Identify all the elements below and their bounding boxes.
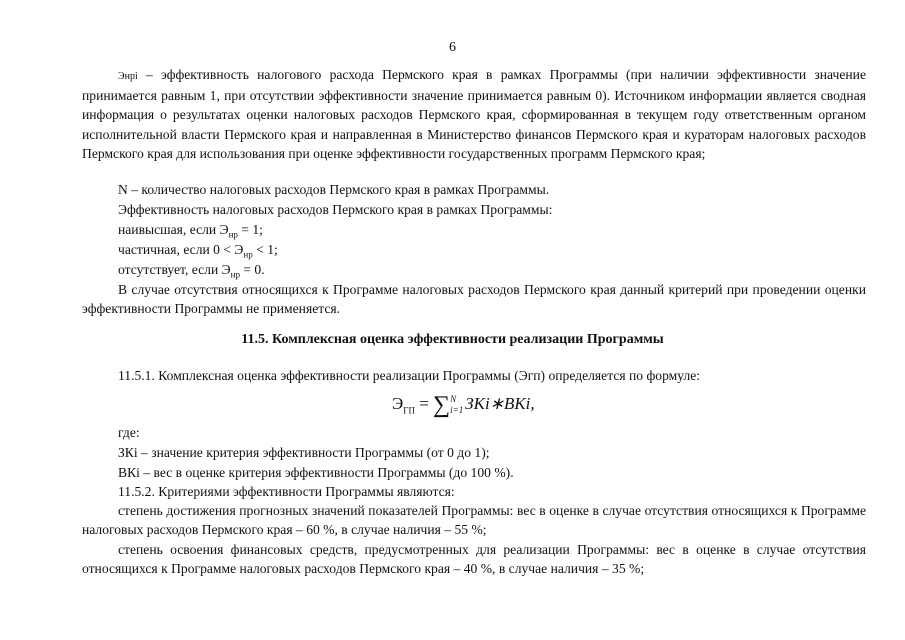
criterion-financial-mastery: степень освоения финансовых средств, предусмотренных для реализации Программы: вес в оценке в случае отсутствия относящихся к Программе налоговых расходов Пермского края – 40 %, в случае наличия – 35 %;	[82, 542, 866, 577]
efficiency-levels-intro: Эффективность налоговых расходов Пермского края в рамках Программы:	[118, 202, 553, 217]
formula-body: ЗKi∗BKi,	[465, 394, 535, 413]
where-label: где:	[118, 425, 140, 440]
enri-definition-text: – эффективность налогового расхода Пермского края в рамках Программы (при наличии эффективности значение принимается равным 1, при отсутствии эффективности значение принимается равным 0). Источником информации является сводная информация о результатах оценки налоговых расходов Пермского края, сформированная в текущем году ответственным органом исполнительной власти Пермского края и направленная в Министерство финансов Пермского края и кураторам налоговых расходов Пермского края для использования при оценке эффективности государственных программ Пермского края;	[82, 67, 866, 161]
paragraph-11-5-2: 11.5.2. Критериями эффективности Программы являются:	[118, 484, 455, 499]
formula-egp: $Э_{ГП} = \sum N$ i=1 ЗKi∗BKi,	[392, 392, 535, 418]
level-absent: отсутствует, если $Э_{нр} = 0$.	[118, 262, 265, 280]
paragraph-11-5-1: 11.5.1. Комплексная оценка эффективности реализации Программы (Эгп) определяется по формуле:	[118, 368, 701, 383]
criterion-degree-achievement: степень достижения прогнозных значений показателей Программы: вес в оценке в случае отсутствия относящихся к Программе налоговых расходов Пермского края – 60 %, в случае наличия – 55 %;	[82, 503, 866, 538]
paragraph-criterion-not-applied: В случае отсутствия относящихся к Программе налоговых расходов Пермского края данный критерий при проведении оценки эффективности Программы не применяется.	[82, 282, 866, 317]
section-heading-11-5: 11.5. Комплексная оценка эффективности реализации Программы	[241, 332, 664, 347]
paragraph-enri-definition	[82, 65, 866, 163]
n-definition-line: N – количество налоговых расходов Пермского края в рамках Программы.	[118, 182, 550, 197]
sum-symbol: ∑	[433, 392, 451, 418]
vki-definition: ВКi – вес в оценке критерия эффективности Программы (до 100 %).	[118, 465, 514, 480]
level-highest: наивысшая, если $Э_{нр} = 1$;	[118, 222, 263, 240]
zki-definition: ЗКi – значение критерия эффективности Программы (от 0 до 1);	[118, 445, 490, 460]
enri-symbol: Энрi	[118, 71, 138, 82]
page-number: 6	[449, 40, 456, 55]
sum-limits: N i=1	[450, 394, 464, 416]
level-partial: частичная, если $0 < Э_{нр} < 1$;	[118, 242, 278, 260]
